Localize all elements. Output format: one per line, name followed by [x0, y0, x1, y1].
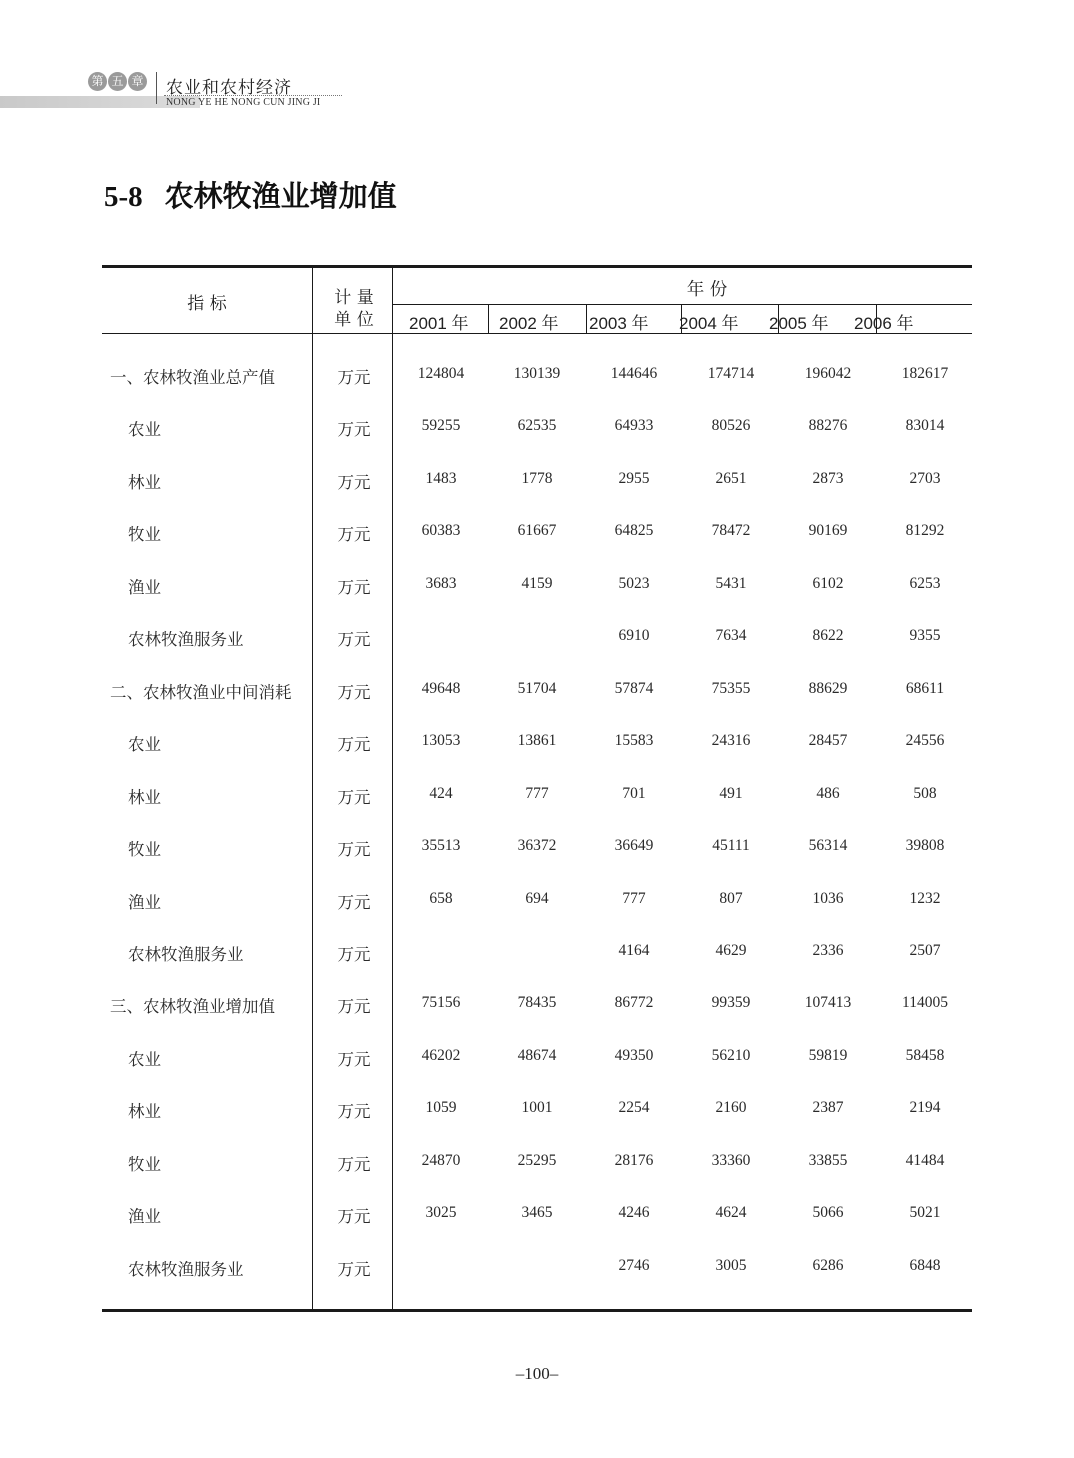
year-header-2003: 2003 年 — [589, 314, 649, 333]
table-cell: 45111 — [712, 837, 750, 855]
row-label: 农业 — [128, 1049, 161, 1069]
table-cell: 48674 — [517, 1046, 557, 1064]
table-cell: 1059 — [425, 1099, 457, 1117]
table-cell: 6286 — [812, 1256, 844, 1274]
row-unit: 万元 — [337, 630, 371, 650]
table-cell: 2746 — [618, 1256, 650, 1274]
table-cell: 83014 — [905, 417, 945, 435]
table-cell: 60383 — [421, 522, 461, 540]
table-cell: 61667 — [517, 522, 557, 540]
table-cell: 99359 — [711, 994, 751, 1012]
row-label: 林业 — [128, 1102, 161, 1122]
row-label: 农林牧渔服务业 — [128, 944, 244, 964]
table-cell: 88629 — [808, 679, 848, 697]
year-header-2002: 2002 年 — [499, 314, 559, 333]
table-cell: 486 — [816, 784, 840, 802]
table-cell: 36649 — [614, 837, 654, 855]
year-header-2005: 2005 年 — [769, 314, 829, 333]
row-unit: 万元 — [337, 420, 371, 440]
table-cell: 2703 — [909, 469, 941, 487]
table-cell: 28457 — [808, 732, 848, 750]
row-unit: 万元 — [337, 1207, 371, 1227]
header-unit-line1: 计 量 — [334, 288, 374, 308]
table-cell: 8622 — [812, 627, 844, 645]
row-unit: 万元 — [337, 682, 371, 702]
row-label: 农林牧渔服务业 — [128, 630, 244, 650]
table-cell: 5023 — [618, 574, 650, 592]
table-cell: 64825 — [614, 522, 654, 540]
table-cell: 508 — [913, 784, 937, 802]
table-cell: 4246 — [618, 1204, 650, 1222]
table-cell: 182617 — [901, 365, 949, 382]
table-cell: 3005 — [715, 1256, 747, 1274]
table-cell: 4164 — [618, 941, 650, 959]
table-cell: 90169 — [808, 522, 848, 540]
table-cell: 807 — [719, 889, 743, 907]
header-unit-line2: 单 位 — [334, 310, 374, 330]
row-unit: 万元 — [337, 892, 371, 912]
table-cell: 4629 — [715, 941, 747, 959]
table-cell: 124804 — [417, 365, 465, 382]
table-cell: 6848 — [909, 1256, 941, 1274]
table-cell: 81292 — [905, 522, 945, 540]
year-group-rule — [392, 304, 972, 305]
table-cell: 80526 — [711, 417, 751, 435]
table-cell: 144646 — [610, 365, 658, 382]
table-cell: 56210 — [711, 1046, 751, 1064]
row-unit: 万元 — [337, 1154, 371, 1174]
row-label: 农林牧渔服务业 — [128, 1259, 244, 1279]
unit-column-left-rule — [312, 265, 313, 1310]
section-title: 农业和农村经济 — [166, 78, 292, 98]
year-divider — [488, 304, 489, 333]
table-cell: 2336 — [812, 941, 844, 959]
row-unit: 万元 — [337, 840, 371, 860]
row-label: 二、农林牧渔业中间消耗 — [110, 682, 292, 702]
chapter-seal — [88, 72, 148, 91]
table-cell: 41484 — [905, 1151, 945, 1169]
table-cell: 2194 — [909, 1099, 941, 1117]
table-cell: 13053 — [421, 732, 461, 750]
table-cell: 49350 — [614, 1046, 654, 1064]
table-cell: 2651 — [715, 469, 747, 487]
row-unit: 万元 — [337, 525, 371, 545]
table-cell: 6253 — [909, 574, 941, 592]
table-cell: 3465 — [521, 1204, 553, 1222]
table-cell: 2955 — [618, 469, 650, 487]
table-cell: 777 — [622, 889, 646, 907]
table-cell: 2387 — [812, 1099, 844, 1117]
table-cell: 36372 — [517, 837, 557, 855]
table-cell: 86772 — [614, 994, 654, 1012]
table-cell: 1232 — [909, 889, 941, 907]
table-cell: 35513 — [421, 837, 461, 855]
table-cell: 24556 — [905, 732, 945, 750]
chapter-seal-char: 章 — [128, 72, 147, 91]
row-unit: 万元 — [337, 997, 371, 1017]
table-cell: 491 — [719, 784, 743, 802]
row-unit: 万元 — [337, 472, 371, 492]
row-unit: 万元 — [337, 368, 371, 387]
table-cell: 1036 — [812, 889, 844, 907]
table-cell: 49648 — [421, 679, 461, 697]
table-cell: 24870 — [421, 1151, 461, 1169]
table-cell: 4624 — [715, 1204, 747, 1222]
row-label: 林业 — [128, 472, 161, 492]
table-cell: 658 — [429, 889, 453, 907]
table-cell: 88276 — [808, 417, 848, 435]
table-cell: 196042 — [804, 365, 852, 382]
table-cell: 114005 — [902, 994, 948, 1012]
table-cell: 130139 — [513, 365, 561, 382]
table-cell: 75355 — [711, 679, 751, 697]
row-label: 三、农林牧渔业增加值 — [110, 997, 275, 1017]
table-cell: 7634 — [715, 627, 747, 645]
table-cell: 56314 — [808, 837, 848, 855]
table-cell: 107413 — [804, 994, 852, 1012]
table-cell: 39808 — [905, 837, 945, 855]
row-label: 牧业 — [128, 840, 161, 860]
row-unit: 万元 — [337, 1259, 371, 1279]
row-label: 农业 — [128, 735, 161, 755]
table-cell: 62535 — [517, 417, 557, 435]
table-cell: 64933 — [614, 417, 654, 435]
table-cell: 2873 — [812, 469, 844, 487]
table-cell: 3025 — [425, 1204, 457, 1222]
row-label: 林业 — [128, 787, 161, 807]
table-cell: 424 — [429, 784, 453, 802]
row-unit: 万元 — [337, 787, 371, 807]
row-unit: 万元 — [337, 1049, 371, 1069]
table-cell: 9355 — [909, 627, 941, 645]
table-cell: 75156 — [421, 994, 461, 1012]
table-cell: 25295 — [517, 1151, 557, 1169]
table-cell: 24316 — [711, 732, 751, 750]
table-cell: 33855 — [808, 1151, 848, 1169]
row-unit: 万元 — [337, 1102, 371, 1122]
table-cell: 13861 — [517, 732, 557, 750]
table-cell: 701 — [622, 784, 646, 802]
section-pinyin: NONG YE HE NONG CUN JING JI — [166, 97, 321, 108]
table-title: 农林牧渔业增加值 — [164, 179, 397, 213]
table-cell: 1778 — [521, 469, 553, 487]
table-cell: 15583 — [614, 732, 654, 750]
chapter-seal-char: 五 — [108, 72, 127, 91]
table-cell: 1483 — [425, 469, 457, 487]
row-unit: 万元 — [337, 577, 371, 597]
row-label: 渔业 — [128, 577, 161, 597]
table-cell: 5431 — [715, 574, 747, 592]
row-unit: 万元 — [337, 735, 371, 755]
row-label: 一、农林牧渔业总产值 — [110, 368, 275, 387]
row-label: 农业 — [128, 420, 161, 440]
table-cell: 6102 — [812, 574, 844, 592]
page-number: –100– — [515, 1364, 559, 1383]
header-indicator: 指 标 — [187, 294, 227, 314]
table-cell: 46202 — [421, 1046, 461, 1064]
table-number: 5-8 — [104, 181, 143, 213]
table-cell: 78435 — [517, 994, 557, 1012]
table-cell: 59819 — [808, 1046, 848, 1064]
chapter-seal-char: 第 — [88, 72, 107, 91]
table-cell: 78472 — [711, 522, 751, 540]
table-cell: 694 — [525, 889, 549, 907]
table-cell: 4159 — [521, 574, 553, 592]
table-cell: 5066 — [812, 1204, 844, 1222]
row-label: 渔业 — [128, 892, 161, 912]
table-cell: 51704 — [517, 679, 557, 697]
table-cell: 58458 — [905, 1046, 945, 1064]
table-cell: 1001 — [521, 1099, 553, 1117]
year-header-2004: 2004 年 — [679, 314, 739, 333]
table-top-rule — [102, 265, 972, 268]
header-divider — [156, 72, 157, 104]
row-label: 牧业 — [128, 525, 161, 545]
table-cell: 2254 — [618, 1099, 650, 1117]
table-cell: 57874 — [614, 679, 654, 697]
table-cell: 174714 — [707, 365, 755, 382]
table-bottom-rule — [102, 1309, 972, 1312]
table-cell: 28176 — [614, 1151, 654, 1169]
row-label: 牧业 — [128, 1154, 161, 1174]
row-unit: 万元 — [337, 944, 371, 964]
header-year-group: 年 份 — [686, 280, 728, 300]
table-cell: 33360 — [711, 1151, 751, 1169]
table-cell: 777 — [525, 784, 549, 802]
header-dotted-rule — [164, 95, 342, 96]
year-header-2001: 2001 年 — [409, 314, 469, 333]
table-cell: 3683 — [425, 574, 457, 592]
table-cell: 68611 — [905, 679, 945, 697]
page-title — [104, 174, 397, 215]
year-divider — [586, 304, 587, 333]
table-cell: 59255 — [421, 417, 461, 435]
table-cell: 2507 — [909, 941, 941, 959]
row-label: 渔业 — [128, 1207, 161, 1227]
table-cell: 2160 — [715, 1099, 747, 1117]
year-header-2006: 2006 年 — [854, 314, 914, 333]
table-cell: 6910 — [618, 627, 650, 645]
table-cell: 5021 — [909, 1204, 941, 1222]
